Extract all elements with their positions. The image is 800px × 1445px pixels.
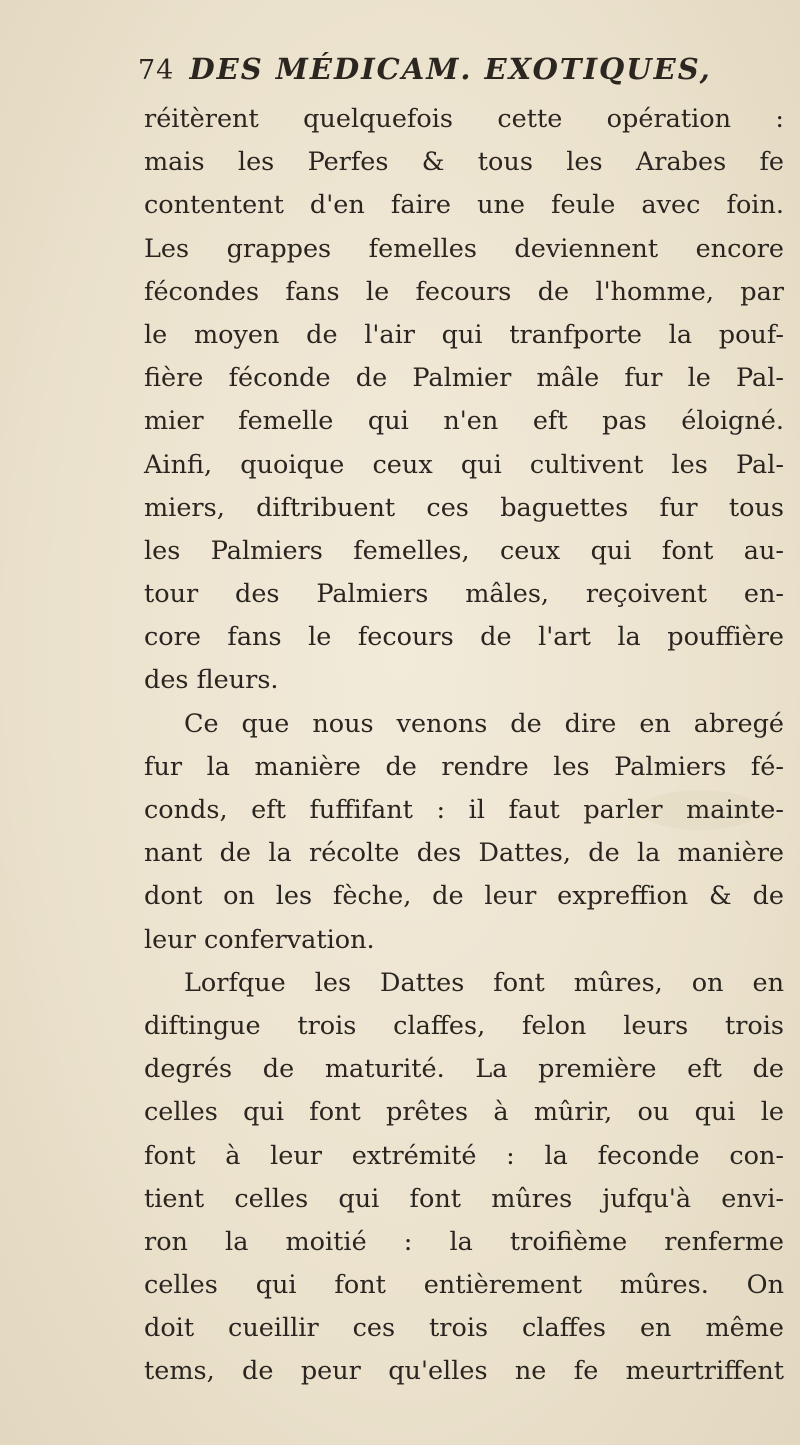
text-line: nant de la récolte des Dattes, de la manière (144, 838, 784, 869)
text-line: conds, eft fuffifant : il faut parler mainte- (144, 795, 784, 825)
text-line: fière féconde de Palmier mâle fur le Pal- (144, 363, 784, 394)
running-title: DES MÉDICAM. EXOTIQUES, (189, 52, 712, 86)
text-line: font à leur extrémité : la feconde con- (144, 1140, 784, 1171)
paragraph-2 (144, 703, 784, 962)
text-line: les Palmiers femelles, ceux qui font au- (144, 535, 784, 566)
text-line: tour des Palmiers mâles, reçoivent en- (144, 579, 784, 610)
text-line: celles qui font prêtes à mûrir, ou qui le (144, 1097, 784, 1128)
text-line: contentent d'en faire une feule avec foin. (144, 190, 784, 221)
text-line: mais les Perfes & tous les Arabes fe (144, 147, 784, 178)
body-text (144, 98, 784, 1394)
text-line: celles qui font entièrement mûres. On (144, 1270, 784, 1301)
text-line: Les grappes femelles deviennent encore (144, 233, 784, 264)
text-line: miers, diftribuent ces baguettes fur tous (144, 492, 784, 523)
text-line: réitèrent quelquefois cette opération : (144, 104, 784, 134)
paragraph-3 (144, 962, 784, 1394)
text-line: ron la moitié : la troifième renferme (144, 1226, 784, 1257)
text-line: Lorfque les Dattes font mûres, on en (184, 967, 784, 998)
text-line: des fleurs. (144, 665, 279, 696)
text-line: tient celles qui font mûres jufqu'à envi- (144, 1183, 784, 1214)
text-line: fécondes fans le fecours de l'homme, par (144, 276, 784, 307)
text-line: core fans le fecours de l'art la pouffière (144, 622, 784, 653)
text-line: mier femelle qui n'en eft pas éloigné. (144, 406, 784, 437)
text-line: le moyen de l'air qui tranfporte la pouf- (144, 319, 784, 350)
text-line: Ainfi, quoique ceux qui cultivent les Pal- (144, 449, 784, 480)
text-line: doit cueillir ces trois claffes en même (144, 1313, 784, 1344)
text-line: dont on les fèche, de leur expreffion & de (144, 881, 784, 912)
text-line: leur confervation. (144, 924, 375, 955)
text-line: Ce que nous venons de dire en abregé (184, 708, 784, 739)
page-number: 74 (138, 55, 175, 86)
text-line: degrés de maturité. La première eft de (144, 1054, 784, 1085)
text-line: diftingue trois claffes, felon leurs trois (144, 1010, 784, 1041)
text-line: fur la manière de rendre les Palmiers fé- (144, 751, 784, 782)
paragraph-1 (144, 98, 784, 703)
text-line: tems, de peur qu'elles ne fe meurtriffent (144, 1356, 784, 1387)
page-header (138, 52, 778, 102)
